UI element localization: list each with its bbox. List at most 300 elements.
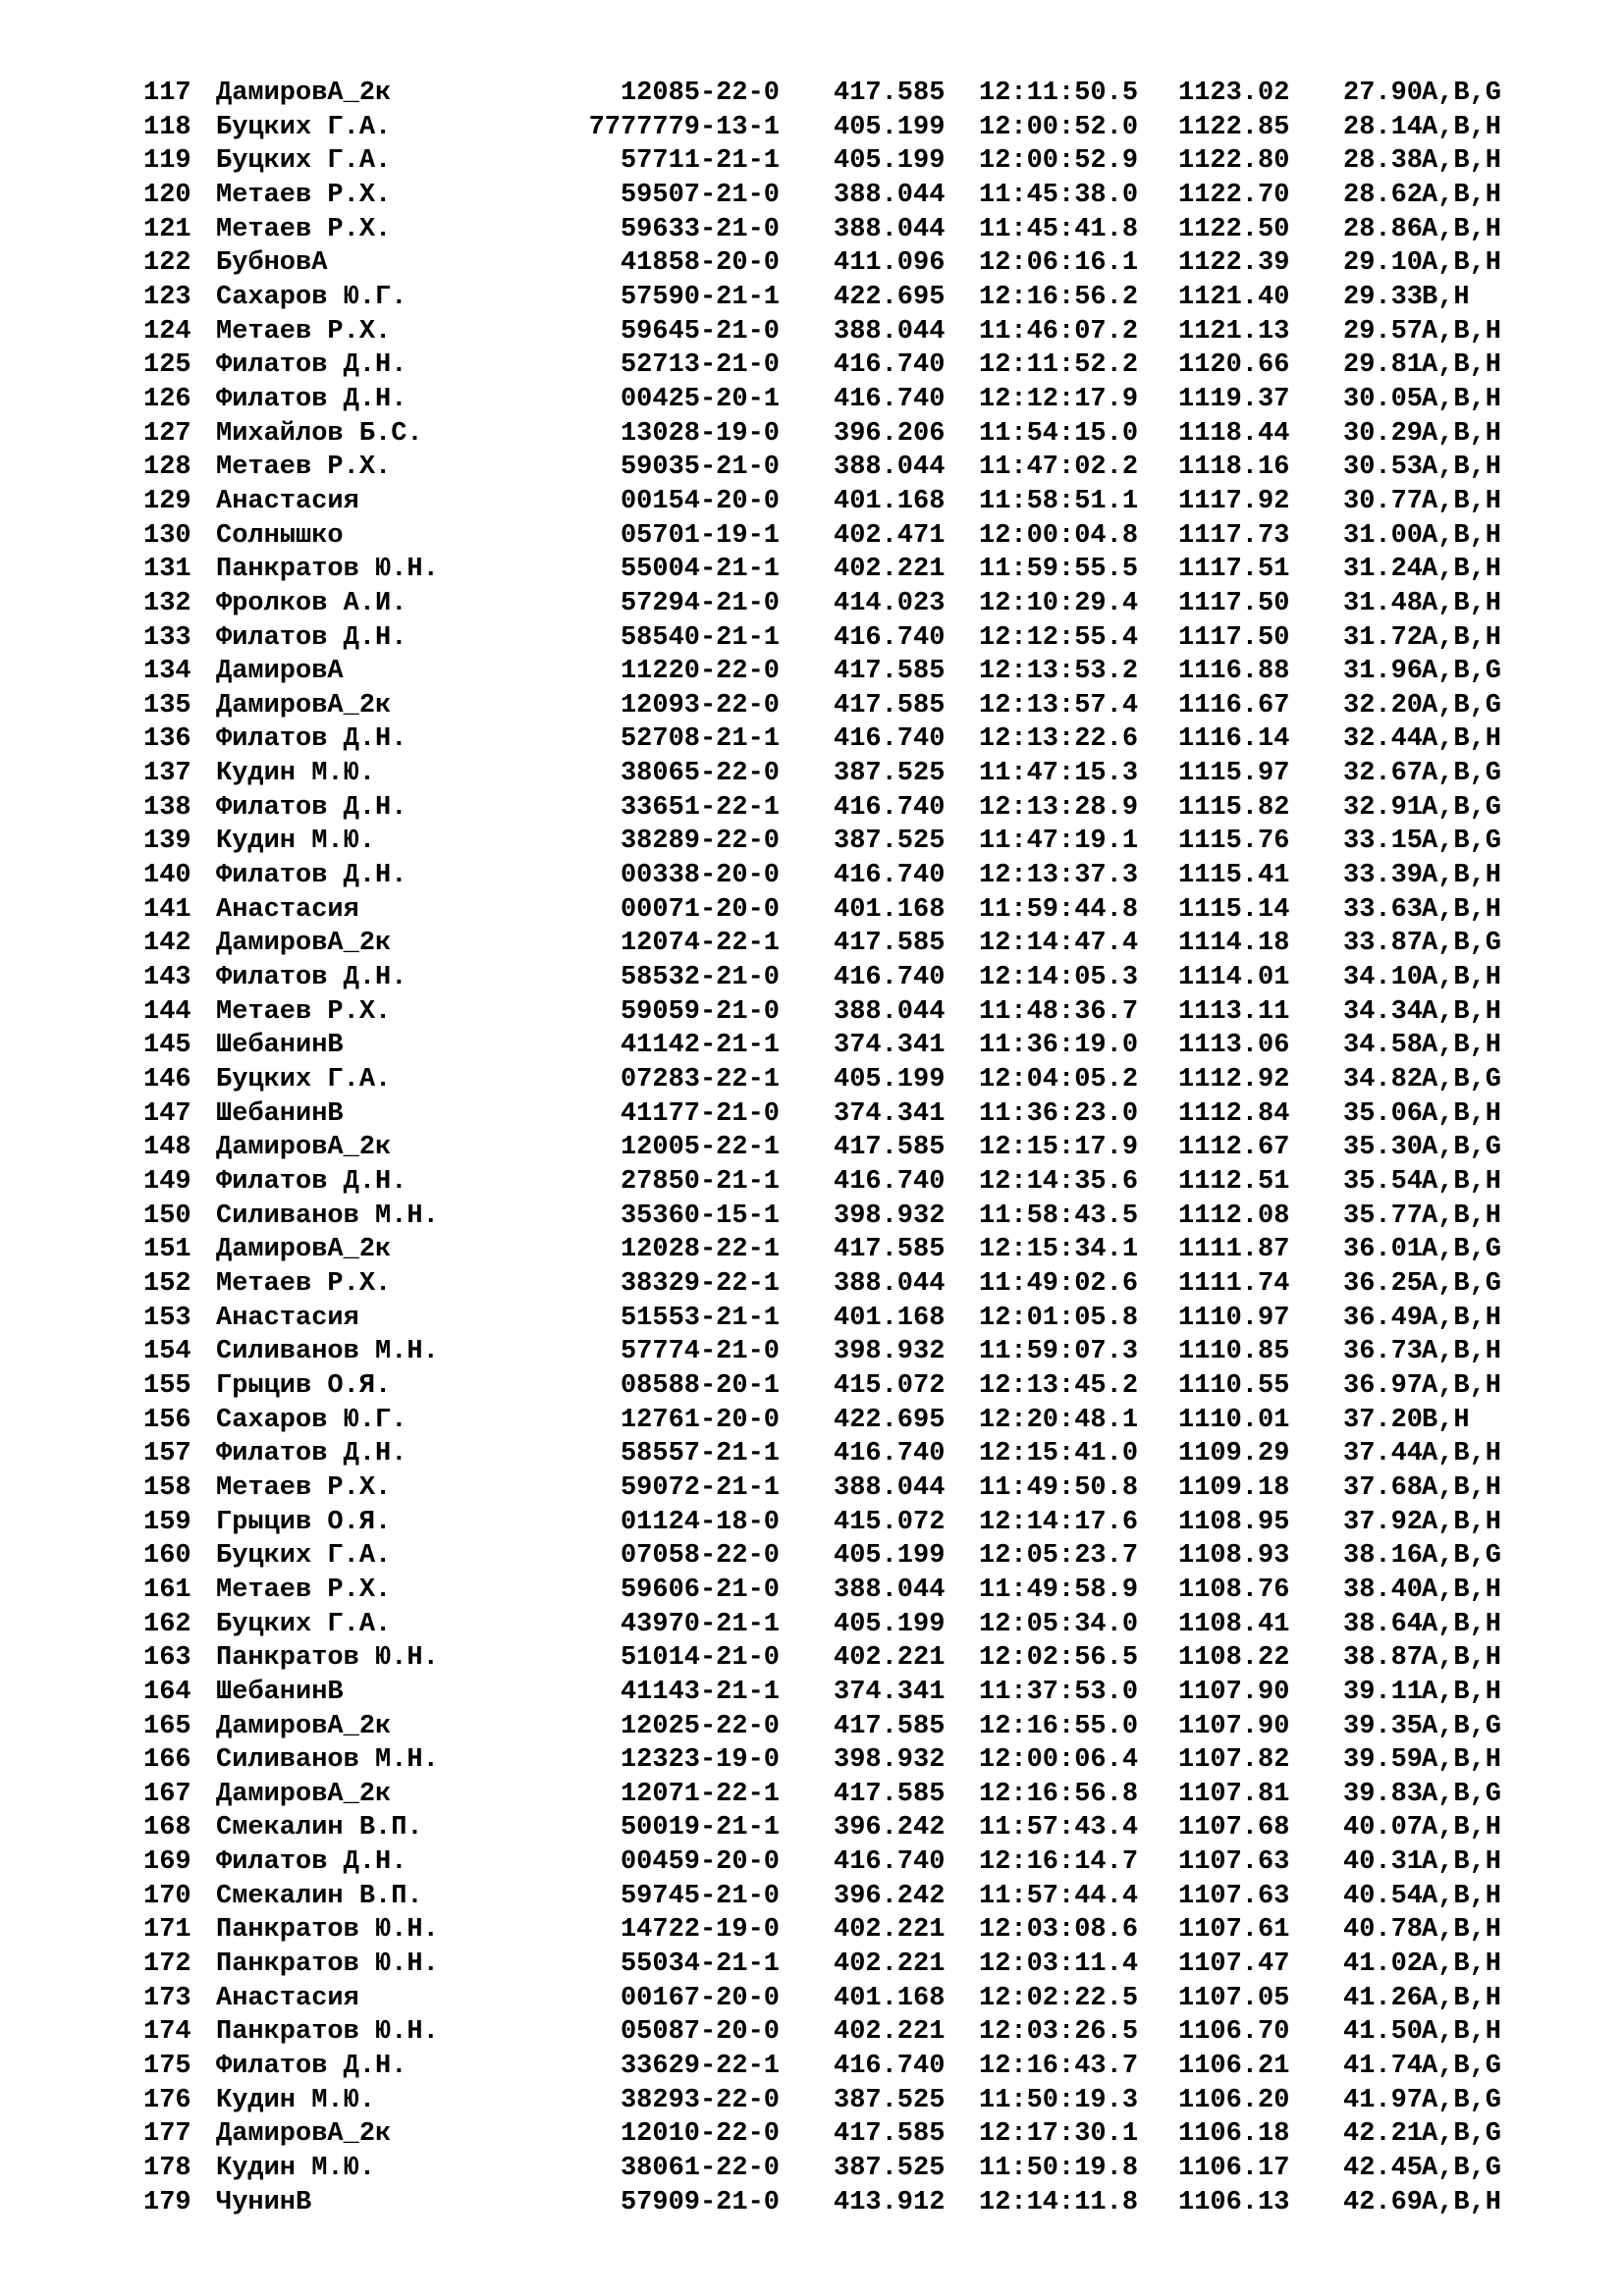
speed: 1113.06 bbox=[1178, 1031, 1290, 1061]
fancier-name: Панкратов Ю.Н. bbox=[216, 1643, 439, 1674]
arrival-time: 11:49:58.9 bbox=[979, 1575, 1139, 1605]
arrival-time: 12:15:34.1 bbox=[979, 1235, 1139, 1265]
speed: 1119.37 bbox=[1178, 384, 1290, 414]
result-row bbox=[0, 1778, 1624, 1812]
result-row bbox=[0, 451, 1624, 485]
position-number: 174 bbox=[143, 2017, 191, 2048]
classes: A,B,H bbox=[1422, 1303, 1502, 1333]
points: 33.87 bbox=[1343, 929, 1424, 959]
speed: 1110.85 bbox=[1178, 1337, 1290, 1367]
arrival-time: 12:00:04.8 bbox=[979, 520, 1139, 551]
distance: 388.044 bbox=[834, 1268, 946, 1299]
arrival-time: 11:58:51.1 bbox=[979, 486, 1139, 516]
points: 32.20 bbox=[1343, 690, 1424, 721]
arrival-time: 12:06:16.1 bbox=[979, 248, 1139, 279]
classes: A,B,H bbox=[1422, 1337, 1502, 1367]
position-number: 138 bbox=[143, 792, 191, 823]
speed: 1118.44 bbox=[1178, 418, 1290, 449]
classes: A,B,G bbox=[1422, 1065, 1502, 1095]
points: 41.02 bbox=[1343, 1949, 1424, 1980]
position-number: 123 bbox=[143, 282, 191, 312]
fancier-name: Солнышко bbox=[216, 520, 344, 551]
classes: A,B,H bbox=[1422, 1031, 1502, 1061]
points: 36.25 bbox=[1343, 1268, 1424, 1299]
result-row bbox=[0, 553, 1624, 587]
result-row bbox=[0, 1335, 1624, 1369]
points: 42.21 bbox=[1343, 2119, 1424, 2150]
points: 34.58 bbox=[1343, 1031, 1424, 1061]
speed: 1116.67 bbox=[1178, 690, 1290, 721]
position-number: 125 bbox=[143, 350, 191, 381]
classes: A,B,G bbox=[1422, 1711, 1502, 1741]
points: 35.06 bbox=[1343, 1098, 1424, 1129]
result-row bbox=[0, 246, 1624, 281]
ring-number: 43970-21-1 bbox=[620, 1609, 780, 1639]
ring-number: 12093-22-0 bbox=[620, 690, 780, 721]
classes: A,B,G bbox=[1422, 2085, 1502, 2115]
results-list bbox=[0, 77, 1624, 2219]
result-row bbox=[0, 1948, 1624, 1982]
position-number: 148 bbox=[143, 1133, 191, 1163]
distance: 416.740 bbox=[834, 384, 946, 414]
ring-number: 00167-20-0 bbox=[620, 1983, 780, 2013]
points: 40.07 bbox=[1343, 1813, 1424, 1843]
ring-number: 00154-20-0 bbox=[620, 486, 780, 516]
ring-number: 14722-19-0 bbox=[620, 1915, 780, 1946]
position-number: 159 bbox=[143, 1507, 191, 1537]
speed: 1114.18 bbox=[1178, 929, 1290, 959]
fancier-name: Кудин М.Ю. bbox=[216, 2085, 376, 2115]
classes: A,B,H bbox=[1422, 1915, 1502, 1946]
points: 36.97 bbox=[1343, 1370, 1424, 1401]
distance: 416.740 bbox=[834, 2052, 946, 2082]
fancier-name: Панкратов Ю.Н. bbox=[216, 1949, 439, 1980]
points: 39.11 bbox=[1343, 1677, 1424, 1707]
arrival-time: 12:14:05.3 bbox=[979, 963, 1139, 993]
position-number: 132 bbox=[143, 588, 191, 618]
distance: 405.199 bbox=[834, 1609, 946, 1639]
ring-number: 00425-20-1 bbox=[620, 384, 780, 414]
classes: A,B,H bbox=[1422, 724, 1502, 755]
points: 40.54 bbox=[1343, 1881, 1424, 1911]
ring-number: 59745-21-0 bbox=[620, 1881, 780, 1911]
distance: 396.206 bbox=[834, 418, 946, 449]
result-row bbox=[0, 1676, 1624, 1710]
speed: 1120.66 bbox=[1178, 350, 1290, 381]
points: 30.77 bbox=[1343, 486, 1424, 516]
distance: 416.740 bbox=[834, 792, 946, 823]
arrival-time: 11:58:43.5 bbox=[979, 1201, 1139, 1231]
distance: 414.023 bbox=[834, 588, 946, 618]
points: 36.73 bbox=[1343, 1337, 1424, 1367]
result-row bbox=[0, 77, 1624, 111]
ring-number: 05087-20-0 bbox=[620, 2017, 780, 2048]
distance: 396.242 bbox=[834, 1881, 946, 1911]
arrival-time: 11:45:38.0 bbox=[979, 180, 1139, 210]
points: 29.33 bbox=[1343, 282, 1424, 312]
result-row bbox=[0, 757, 1624, 791]
points: 28.62 bbox=[1343, 180, 1424, 210]
position-number: 130 bbox=[143, 520, 191, 551]
position-number: 145 bbox=[143, 1031, 191, 1061]
classes: A,B,H bbox=[1422, 996, 1502, 1027]
ring-number: 07283-22-1 bbox=[620, 1065, 780, 1095]
arrival-time: 11:46:07.2 bbox=[979, 316, 1139, 347]
speed: 1108.22 bbox=[1178, 1643, 1290, 1674]
points: 33.15 bbox=[1343, 827, 1424, 857]
classes: A,B,H bbox=[1422, 248, 1502, 279]
speed: 1112.51 bbox=[1178, 1167, 1290, 1197]
classes: A,B,H bbox=[1422, 214, 1502, 244]
ring-number: 57590-21-1 bbox=[620, 282, 780, 312]
position-number: 169 bbox=[143, 1847, 191, 1878]
result-row bbox=[0, 825, 1624, 859]
ring-number: 59059-21-0 bbox=[620, 996, 780, 1027]
classes: A,B,H bbox=[1422, 1643, 1502, 1674]
result-row bbox=[0, 1913, 1624, 1948]
arrival-time: 11:59:07.3 bbox=[979, 1337, 1139, 1367]
classes: A,B,H bbox=[1422, 1098, 1502, 1129]
arrival-time: 11:48:36.7 bbox=[979, 996, 1139, 1027]
arrival-time: 12:14:11.8 bbox=[979, 2187, 1139, 2217]
distance: 416.740 bbox=[834, 963, 946, 993]
position-number: 178 bbox=[143, 2154, 191, 2184]
result-row bbox=[0, 995, 1624, 1030]
speed: 1107.82 bbox=[1178, 1745, 1290, 1776]
speed: 1106.13 bbox=[1178, 2187, 1290, 2217]
ring-number: 7777779-13-1 bbox=[588, 112, 780, 142]
classes: B,H bbox=[1422, 1405, 1470, 1435]
distance: 387.525 bbox=[834, 759, 946, 789]
arrival-time: 12:00:52.0 bbox=[979, 112, 1139, 142]
points: 34.82 bbox=[1343, 1065, 1424, 1095]
distance: 374.341 bbox=[834, 1098, 946, 1129]
points: 39.35 bbox=[1343, 1711, 1424, 1741]
fancier-name: ДамировА_2к bbox=[216, 2119, 392, 2150]
points: 34.34 bbox=[1343, 996, 1424, 1027]
speed: 1111.74 bbox=[1178, 1268, 1290, 1299]
speed: 1106.70 bbox=[1178, 2017, 1290, 2048]
fancier-name: Анастасия bbox=[216, 1983, 359, 2013]
fancier-name: Метаев Р.Х. bbox=[216, 316, 392, 347]
ring-number: 59633-21-0 bbox=[620, 214, 780, 244]
fancier-name: Панкратов Ю.Н. bbox=[216, 555, 439, 585]
distance: 411.096 bbox=[834, 248, 946, 279]
points: 31.24 bbox=[1343, 555, 1424, 585]
arrival-time: 12:16:14.7 bbox=[979, 1847, 1139, 1878]
fancier-name: ДамировА_2к bbox=[216, 1133, 392, 1163]
classes: A,B,G bbox=[1422, 79, 1502, 108]
classes: A,B,G bbox=[1422, 1779, 1502, 1809]
points: 38.87 bbox=[1343, 1643, 1424, 1674]
classes: A,B,G bbox=[1422, 759, 1502, 789]
fancier-name: Смекалин В.П. bbox=[216, 1813, 423, 1843]
distance: 402.221 bbox=[834, 555, 946, 585]
result-row bbox=[0, 1982, 1624, 2016]
speed: 1107.90 bbox=[1178, 1711, 1290, 1741]
fancier-name: Филатов Д.Н. bbox=[216, 963, 407, 993]
classes: A,B,H bbox=[1422, 453, 1502, 483]
position-number: 137 bbox=[143, 759, 191, 789]
position-number: 142 bbox=[143, 929, 191, 959]
ring-number: 11220-22-0 bbox=[620, 657, 780, 687]
classes: A,B,G bbox=[1422, 827, 1502, 857]
distance: 401.168 bbox=[834, 486, 946, 516]
arrival-time: 11:57:43.4 bbox=[979, 1813, 1139, 1843]
arrival-time: 12:12:55.4 bbox=[979, 622, 1139, 653]
ring-number: 12028-22-1 bbox=[620, 1235, 780, 1265]
points: 37.68 bbox=[1343, 1472, 1424, 1503]
speed: 1121.13 bbox=[1178, 316, 1290, 347]
position-number: 157 bbox=[143, 1439, 191, 1469]
speed: 1106.17 bbox=[1178, 2154, 1290, 2184]
ring-number: 12323-19-0 bbox=[620, 1745, 780, 1776]
distance: 401.168 bbox=[834, 1983, 946, 2013]
distance: 417.585 bbox=[834, 690, 946, 721]
fancier-name: Филатов Д.Н. bbox=[216, 1847, 407, 1878]
speed: 1117.73 bbox=[1178, 520, 1290, 551]
distance: 417.585 bbox=[834, 1235, 946, 1265]
distance: 396.242 bbox=[834, 1813, 946, 1843]
arrival-time: 12:00:52.9 bbox=[979, 146, 1139, 177]
result-row bbox=[0, 791, 1624, 826]
points: 29.81 bbox=[1343, 350, 1424, 381]
distance: 388.044 bbox=[834, 180, 946, 210]
fancier-name: Метаев Р.Х. bbox=[216, 214, 392, 244]
arrival-time: 12:02:56.5 bbox=[979, 1643, 1139, 1674]
speed: 1108.41 bbox=[1178, 1609, 1290, 1639]
position-number: 154 bbox=[143, 1337, 191, 1367]
fancier-name: Метаев Р.Х. bbox=[216, 1575, 392, 1605]
distance: 402.221 bbox=[834, 2017, 946, 2048]
position-number: 141 bbox=[143, 894, 191, 925]
classes: A,B,G bbox=[1422, 657, 1502, 687]
arrival-time: 12:13:53.2 bbox=[979, 657, 1139, 687]
ring-number: 38065-22-0 bbox=[620, 759, 780, 789]
result-row bbox=[0, 417, 1624, 452]
fancier-name: ДамировА_2к bbox=[216, 1779, 392, 1809]
result-row bbox=[0, 348, 1624, 383]
ring-number: 12074-22-1 bbox=[620, 929, 780, 959]
distance: 374.341 bbox=[834, 1031, 946, 1061]
distance: 417.585 bbox=[834, 929, 946, 959]
speed: 1121.40 bbox=[1178, 282, 1290, 312]
classes: A,B,H bbox=[1422, 112, 1502, 142]
distance: 416.740 bbox=[834, 1167, 946, 1197]
speed: 1107.63 bbox=[1178, 1881, 1290, 1911]
arrival-time: 12:20:48.1 bbox=[979, 1405, 1139, 1435]
speed: 1108.93 bbox=[1178, 1541, 1290, 1572]
position-number: 177 bbox=[143, 2119, 191, 2150]
speed: 1107.47 bbox=[1178, 1949, 1290, 1980]
arrival-time: 11:47:19.1 bbox=[979, 827, 1139, 857]
fancier-name: Силиванов М.Н. bbox=[216, 1337, 439, 1367]
fancier-name: Анастасия bbox=[216, 1303, 359, 1333]
distance: 417.585 bbox=[834, 657, 946, 687]
classes: A,B,H bbox=[1422, 418, 1502, 449]
speed: 1107.05 bbox=[1178, 1983, 1290, 2013]
position-number: 153 bbox=[143, 1303, 191, 1333]
arrival-time: 12:00:06.4 bbox=[979, 1745, 1139, 1776]
result-row bbox=[0, 1200, 1624, 1234]
arrival-time: 12:11:50.5 bbox=[979, 79, 1139, 108]
speed: 1107.61 bbox=[1178, 1915, 1290, 1946]
points: 30.29 bbox=[1343, 418, 1424, 449]
speed: 1118.16 bbox=[1178, 453, 1290, 483]
speed: 1113.11 bbox=[1178, 996, 1290, 1027]
ring-number: 12010-22-0 bbox=[620, 2119, 780, 2150]
classes: A,B,H bbox=[1422, 1609, 1502, 1639]
points: 37.92 bbox=[1343, 1507, 1424, 1537]
result-row bbox=[0, 2015, 1624, 2050]
distance: 417.585 bbox=[834, 2119, 946, 2150]
fancier-name: Метаев Р.Х. bbox=[216, 1472, 392, 1503]
position-number: 126 bbox=[143, 384, 191, 414]
result-row bbox=[0, 1029, 1624, 1063]
points: 28.14 bbox=[1343, 112, 1424, 142]
ring-number: 57711-21-1 bbox=[620, 146, 780, 177]
speed: 1107.63 bbox=[1178, 1847, 1290, 1878]
arrival-time: 12:05:34.0 bbox=[979, 1609, 1139, 1639]
result-row bbox=[0, 2050, 1624, 2084]
ring-number: 08588-20-1 bbox=[620, 1370, 780, 1401]
fancier-name: Фролков А.И. bbox=[216, 588, 407, 618]
speed: 1106.18 bbox=[1178, 2119, 1290, 2150]
result-row bbox=[0, 1097, 1624, 1132]
speed: 1114.01 bbox=[1178, 963, 1290, 993]
distance: 417.585 bbox=[834, 1711, 946, 1741]
ring-number: 51553-21-1 bbox=[620, 1303, 780, 1333]
arrival-time: 12:01:05.8 bbox=[979, 1303, 1139, 1333]
distance: 401.168 bbox=[834, 1303, 946, 1333]
speed: 1109.29 bbox=[1178, 1439, 1290, 1469]
fancier-name: ЧунинВ bbox=[216, 2187, 312, 2217]
points: 32.91 bbox=[1343, 792, 1424, 823]
result-row bbox=[0, 1302, 1624, 1336]
position-number: 121 bbox=[143, 214, 191, 244]
classes: A,B,H bbox=[1422, 486, 1502, 516]
points: 42.69 bbox=[1343, 2187, 1424, 2217]
position-number: 151 bbox=[143, 1235, 191, 1265]
arrival-time: 11:50:19.3 bbox=[979, 2085, 1139, 2115]
distance: 388.044 bbox=[834, 996, 946, 1027]
speed: 1112.92 bbox=[1178, 1065, 1290, 1095]
ring-number: 55004-21-1 bbox=[620, 555, 780, 585]
result-row bbox=[0, 315, 1624, 349]
result-row bbox=[0, 1574, 1624, 1608]
classes: A,B,G bbox=[1422, 2154, 1502, 2184]
fancier-name: Силиванов М.Н. bbox=[216, 1201, 439, 1231]
points: 30.53 bbox=[1343, 453, 1424, 483]
distance: 422.695 bbox=[834, 282, 946, 312]
ring-number: 59072-21-1 bbox=[620, 1472, 780, 1503]
classes: A,B,H bbox=[1422, 1507, 1502, 1537]
position-number: 162 bbox=[143, 1609, 191, 1639]
classes: A,B,H bbox=[1422, 316, 1502, 347]
arrival-time: 12:13:28.9 bbox=[979, 792, 1139, 823]
distance: 388.044 bbox=[834, 453, 946, 483]
classes: A,B,H bbox=[1422, 146, 1502, 177]
arrival-time: 11:49:02.6 bbox=[979, 1268, 1139, 1299]
points: 38.40 bbox=[1343, 1575, 1424, 1605]
fancier-name: ШебанинВ bbox=[216, 1031, 344, 1061]
speed: 1107.90 bbox=[1178, 1677, 1290, 1707]
speed: 1110.97 bbox=[1178, 1303, 1290, 1333]
arrival-time: 11:50:19.8 bbox=[979, 2154, 1139, 2184]
position-number: 156 bbox=[143, 1405, 191, 1435]
arrival-time: 12:14:47.4 bbox=[979, 929, 1139, 959]
result-row bbox=[0, 213, 1624, 247]
points: 35.30 bbox=[1343, 1133, 1424, 1163]
fancier-name: Метаев Р.Х. bbox=[216, 453, 392, 483]
fancier-name: ШебанинВ bbox=[216, 1098, 344, 1129]
ring-number: 59606-21-0 bbox=[620, 1575, 780, 1605]
position-number: 131 bbox=[143, 555, 191, 585]
arrival-time: 12:15:41.0 bbox=[979, 1439, 1139, 1469]
result-row bbox=[0, 1404, 1624, 1438]
arrival-time: 11:37:53.0 bbox=[979, 1677, 1139, 1707]
ring-number: 12071-22-1 bbox=[620, 1779, 780, 1809]
distance: 416.740 bbox=[834, 1847, 946, 1878]
classes: A,B,H bbox=[1422, 963, 1502, 993]
position-number: 163 bbox=[143, 1643, 191, 1674]
classes: A,B,H bbox=[1422, 622, 1502, 653]
speed: 1122.80 bbox=[1178, 146, 1290, 177]
position-number: 158 bbox=[143, 1472, 191, 1503]
fancier-name: ДамировА_2к bbox=[216, 690, 392, 721]
points: 38.16 bbox=[1343, 1541, 1424, 1572]
speed: 1115.76 bbox=[1178, 827, 1290, 857]
arrival-time: 12:10:29.4 bbox=[979, 588, 1139, 618]
fancier-name: ДамировА_2к bbox=[216, 79, 392, 108]
classes: A,B,H bbox=[1422, 384, 1502, 414]
arrival-time: 12:16:56.8 bbox=[979, 1779, 1139, 1809]
result-row bbox=[0, 1131, 1624, 1165]
classes: A,B,H bbox=[1422, 1881, 1502, 1911]
result-row bbox=[0, 144, 1624, 179]
fancier-name: Кудин М.Ю. bbox=[216, 2154, 376, 2184]
position-number: 118 bbox=[143, 112, 191, 142]
result-row bbox=[0, 2186, 1624, 2220]
speed: 1112.08 bbox=[1178, 1201, 1290, 1231]
ring-number: 58532-21-0 bbox=[620, 963, 780, 993]
speed: 1115.82 bbox=[1178, 792, 1290, 823]
classes: A,B,H bbox=[1422, 588, 1502, 618]
position-number: 171 bbox=[143, 1915, 191, 1946]
position-number: 143 bbox=[143, 963, 191, 993]
position-number: 160 bbox=[143, 1541, 191, 1572]
classes: A,B,H bbox=[1422, 1439, 1502, 1469]
position-number: 135 bbox=[143, 690, 191, 721]
position-number: 133 bbox=[143, 622, 191, 653]
position-number: 161 bbox=[143, 1575, 191, 1605]
result-row bbox=[0, 1267, 1624, 1302]
distance: 387.525 bbox=[834, 827, 946, 857]
speed: 1106.20 bbox=[1178, 2085, 1290, 2115]
ring-number: 59645-21-0 bbox=[620, 316, 780, 347]
position-number: 149 bbox=[143, 1167, 191, 1197]
points: 36.49 bbox=[1343, 1303, 1424, 1333]
result-row bbox=[0, 111, 1624, 145]
position-number: 173 bbox=[143, 1983, 191, 2013]
result-row bbox=[0, 1165, 1624, 1200]
position-number: 146 bbox=[143, 1065, 191, 1095]
arrival-time: 12:11:52.2 bbox=[979, 350, 1139, 381]
position-number: 140 bbox=[143, 861, 191, 891]
position-number: 164 bbox=[143, 1677, 191, 1707]
position-number: 175 bbox=[143, 2052, 191, 2082]
distance: 417.585 bbox=[834, 1779, 946, 1809]
